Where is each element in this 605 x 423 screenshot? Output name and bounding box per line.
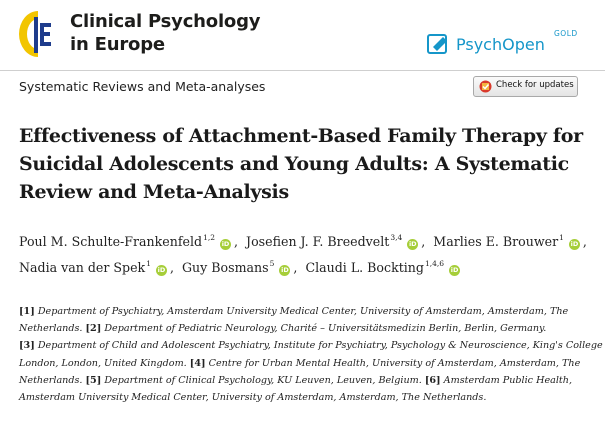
author-affiliation: 1,4,6 [424, 259, 445, 268]
section-bar [0, 70, 605, 103]
affiliation-number: [3] [19, 340, 35, 352]
affiliation-line [19, 303, 591, 320]
author-affiliation: 1 [559, 233, 564, 242]
affiliation-number: [4] [189, 357, 206, 369]
article-title [19, 122, 589, 206]
affiliation-number: [6] [424, 374, 441, 386]
affiliation-text: Centre for Urban Mental Health, University of Amsterdam, Amsterdam, The [208, 357, 581, 369]
author-line: Poul M. Schulte-Frankenfeld$^{1,2}$iD , Josefien J. F. Breedvelt$^{3,4}$iD , Marlies E. Brouwer$^1$iD , [19, 233, 587, 249]
author-list [19, 233, 594, 285]
check-for-updates-label: Check for updates [496, 80, 574, 90]
author[interactable] [19, 233, 234, 250]
author[interactable] [246, 233, 421, 250]
publisher-name: PsychOpen [456, 35, 545, 54]
affiliations [19, 303, 603, 406]
affiliation-text: Department of Pediatric Neurology, Charité – Universitätsmedizin Berlin, Berlin, Germany. [104, 323, 547, 335]
affiliation-number: [1] [19, 306, 35, 317]
affiliation-number: [5] [85, 374, 102, 386]
author-name: Guy Bosmans [182, 260, 269, 275]
affiliation-text: Amsterdam University Medical Center, University of Amsterdam, Amsterdam, The Netherlands. [19, 392, 487, 404]
affiliation-text: Department of Child and Adolescent Psychiatry, Institute for Psychiatry, Psychology & Neuroscience, King's College [37, 340, 603, 352]
affiliation-line [19, 337, 603, 354]
psychopen-icon [427, 32, 451, 56]
author-affiliation: 3,4 [390, 233, 403, 242]
orcid-icon[interactable]: iD [221, 240, 230, 248]
author[interactable] [19, 259, 170, 276]
title-line: Effectiveness of Attachment-Based Family Therapy for [19, 125, 583, 147]
affiliation-text: Department of Clinical Psychology, KU Leuven, Leuven, Belgium. [104, 374, 422, 386]
journal-title-line2: in Europe [70, 34, 165, 55]
author[interactable] [305, 259, 463, 276]
author[interactable] [182, 259, 293, 276]
affiliation-text: Netherlands. [19, 323, 83, 335]
author-affiliation: 5 [269, 259, 275, 268]
affiliation-line [19, 320, 591, 337]
publisher-tag: GOLD [554, 29, 578, 38]
author[interactable] [433, 233, 583, 250]
title-line: Review and Meta-Analysis [19, 181, 289, 203]
journal-title[interactable] [70, 10, 260, 56]
journal-logo-icon [18, 9, 56, 59]
orcid-icon[interactable]: iD [281, 266, 289, 274]
orcid-icon[interactable]: iD [570, 240, 579, 248]
author-line: Nadia van der Spek$^1$iD , Guy Bosmans$^5$iD , Claudi L. Bockting$^{1,4,6}$iD [19, 259, 594, 285]
affiliation-number: [2] [85, 323, 102, 335]
section-label: Systematic Reviews and Meta-analyses [19, 79, 266, 94]
author-name: Nadia van der Spek [19, 260, 146, 275]
affiliation-line [19, 389, 591, 406]
author-affiliation: 1 [146, 259, 151, 268]
journal-header [0, 0, 605, 70]
author-name: Claudi L. Bockting [305, 260, 424, 275]
affiliation-line [19, 355, 591, 372]
affiliation-text: Amsterdam Public Health, [443, 374, 572, 386]
affiliation-text: Department of Psychiatry, Amsterdam University Medical Center, University of Amsterdam, Amsterdam, The [37, 306, 569, 317]
affiliation-line [19, 372, 591, 389]
author-affiliation: 1,2 [203, 233, 216, 242]
author-name: Marlies E. Brouwer [433, 234, 559, 249]
affiliation-text: London, London, United Kingdom. [19, 357, 187, 369]
orcid-icon[interactable]: iD [408, 240, 417, 248]
affiliation-text: Netherlands. [19, 374, 83, 386]
crossmark-icon [479, 80, 492, 93]
title-line: Suicidal Adolescents and Young Adults: A Systematic [19, 153, 569, 175]
journal-title-line1: Clinical Psychology [70, 11, 261, 32]
author-name: Poul M. Schulte-Frankenfeld [19, 234, 203, 249]
orcid-icon[interactable]: iD [157, 266, 166, 274]
author-name: Josefien J. F. Breedvelt [246, 234, 390, 249]
check-for-updates-button[interactable] [473, 76, 578, 97]
orcid-icon[interactable]: iD [450, 266, 459, 274]
